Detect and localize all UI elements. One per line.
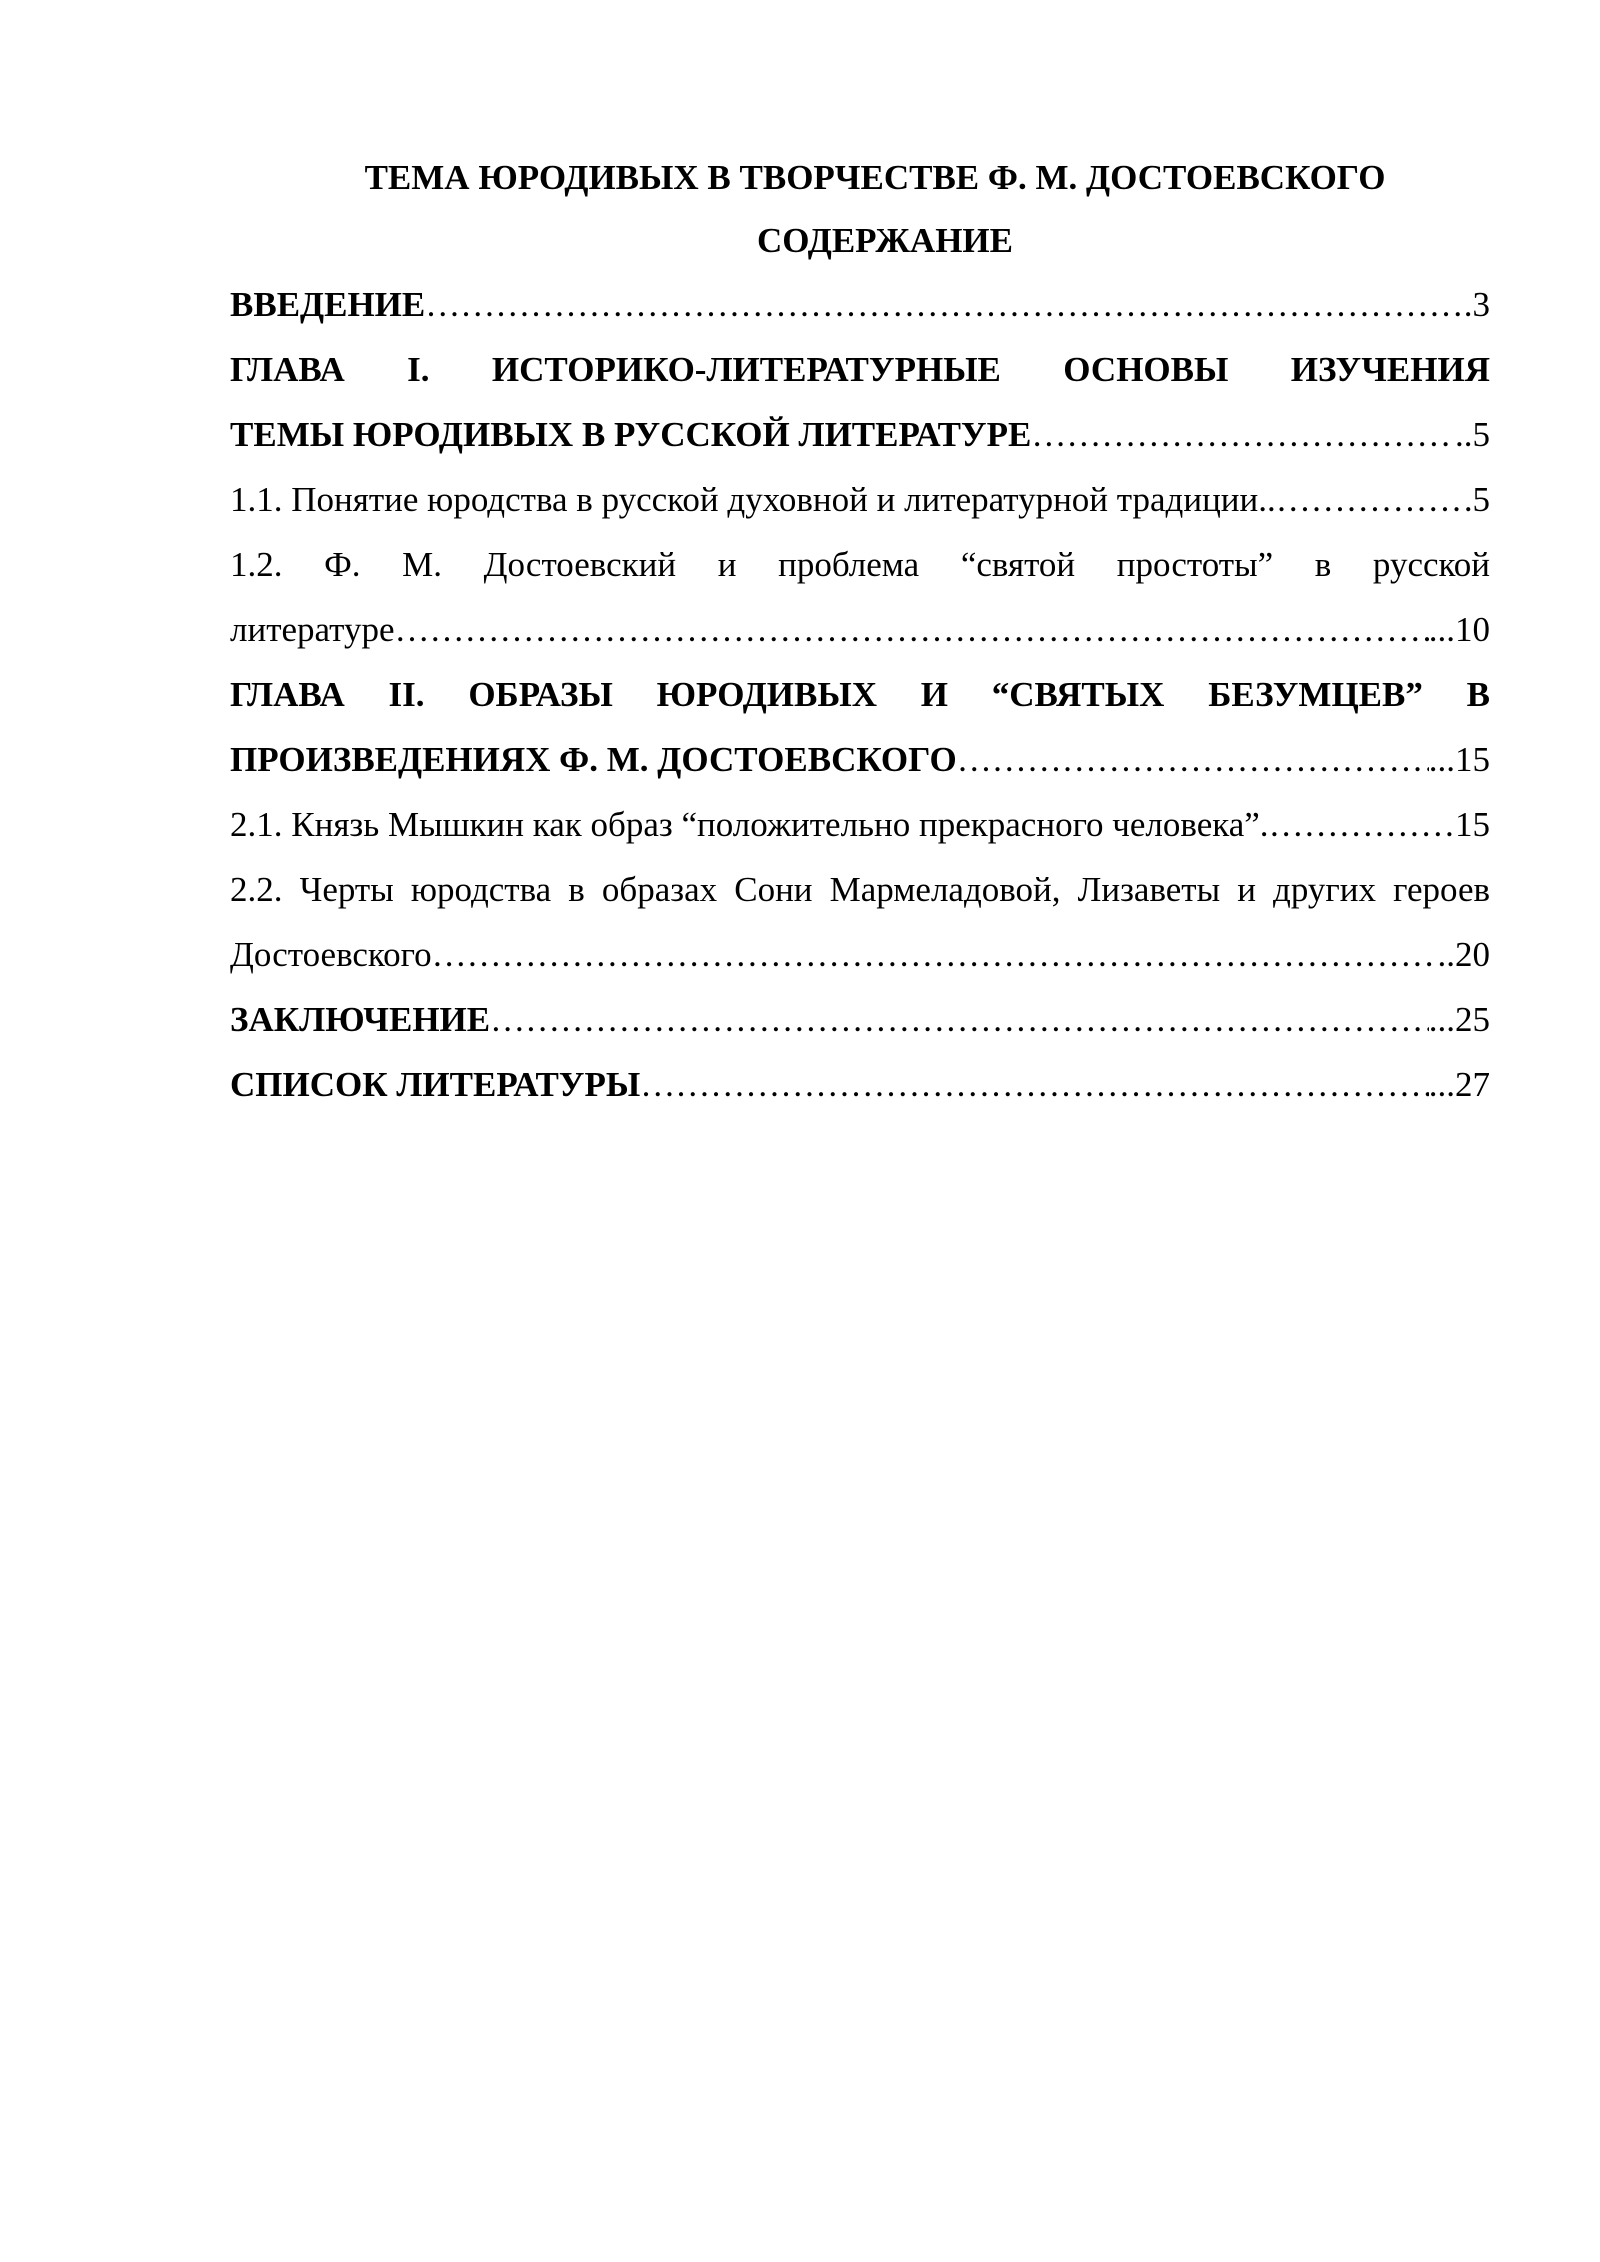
- toc-leader-dots: [395, 597, 1429, 662]
- toc-entry-page: ..5: [1455, 415, 1490, 454]
- toc-entry-section-1-2-line-2: [230, 597, 1490, 662]
- toc-entry-page: ...10: [1428, 610, 1490, 649]
- toc-entry-page: ...27: [1428, 1065, 1490, 1104]
- table-of-contents: [230, 272, 1490, 1117]
- toc-leader-dots: [490, 987, 1429, 1052]
- toc-entry-page: ...15: [1428, 740, 1490, 779]
- toc-leader-dots: [640, 1052, 1429, 1117]
- toc-entry-intro: [230, 272, 1490, 337]
- toc-leader-dots: [432, 922, 1438, 987]
- toc-entry-page: 5: [1472, 480, 1490, 519]
- toc-entry-section-2-2-line-1: 2.2. Черты юродства в образах Сони Мармеладовой, Лизаветы и других героев: [230, 870, 1490, 909]
- toc-entry-label: литературе: [230, 610, 395, 649]
- toc-entry-page: ..20: [1437, 935, 1490, 974]
- toc-leader-dots: [957, 727, 1429, 792]
- toc-entry-label: СПИСОК ЛИТЕРАТУРЫ: [230, 1065, 641, 1104]
- toc-leader-dots: [425, 272, 1463, 337]
- toc-leader-dots: [1276, 467, 1473, 532]
- toc-entry-page: 15: [1455, 805, 1490, 844]
- toc-entry-label: ЗАКЛЮЧЕНИЕ: [230, 1000, 491, 1039]
- toc-entry-page: .3: [1463, 285, 1490, 324]
- toc-entry-section-2-1: [230, 792, 1490, 857]
- toc-entry-label: ПРОИЗВЕДЕНИЯХ Ф. М. ДОСТОЕВСКОГО: [230, 740, 957, 779]
- toc-entry-chapter-2-line-1: ГЛАВА II. ОБРАЗЫ ЮРОДИВЫХ И “СВЯТЫХ БЕЗУМЦЕВ” В: [230, 675, 1490, 714]
- toc-leader-dots: [1031, 402, 1455, 467]
- toc-entry-label: Достоевского: [230, 935, 432, 974]
- toc-entry-chapter-1-line-1: ГЛАВА I. ИСТОРИКО-ЛИТЕРАТУРНЫЕ ОСНОВЫ ИЗУЧЕНИЯ: [230, 350, 1490, 389]
- toc-entry-label: ВВЕДЕНИЕ: [230, 285, 426, 324]
- toc-entry-label: 2.1. Князь Мышкин как образ “положительно прекрасного человека”.: [230, 805, 1269, 844]
- toc-entry-references: [230, 1052, 1490, 1117]
- toc-entry-conclusion: [230, 987, 1490, 1052]
- toc-entry-page: ...25: [1428, 1000, 1490, 1039]
- toc-heading: СОДЕРЖАНИЕ: [756, 221, 1013, 260]
- toc-entry-label: ТЕМЫ ЮРОДИВЫХ В РУССКОЙ ЛИТЕРАТУРЕ: [230, 415, 1032, 454]
- document-title: ТЕМА ЮРОДИВЫХ В ТВОРЧЕСТВЕ Ф. М. ДОСТОЕВСКОГО: [364, 158, 1386, 197]
- toc-leader-dots: [1269, 792, 1455, 857]
- toc-entry-section-1-1: [230, 467, 1490, 532]
- toc-entry-section-1-2-line-1: 1.2. Ф. М. Достоевский и проблема “святой простоты” в русской: [230, 545, 1490, 584]
- toc-entry-section-2-2-line-2: [230, 922, 1490, 987]
- toc-entry-chapter-1-line-2: [230, 402, 1490, 467]
- toc-entry-label: 1.1. Понятие юродства в русской духовной и литературной традиции..: [230, 480, 1276, 519]
- toc-entry-chapter-2-line-2: [230, 727, 1490, 792]
